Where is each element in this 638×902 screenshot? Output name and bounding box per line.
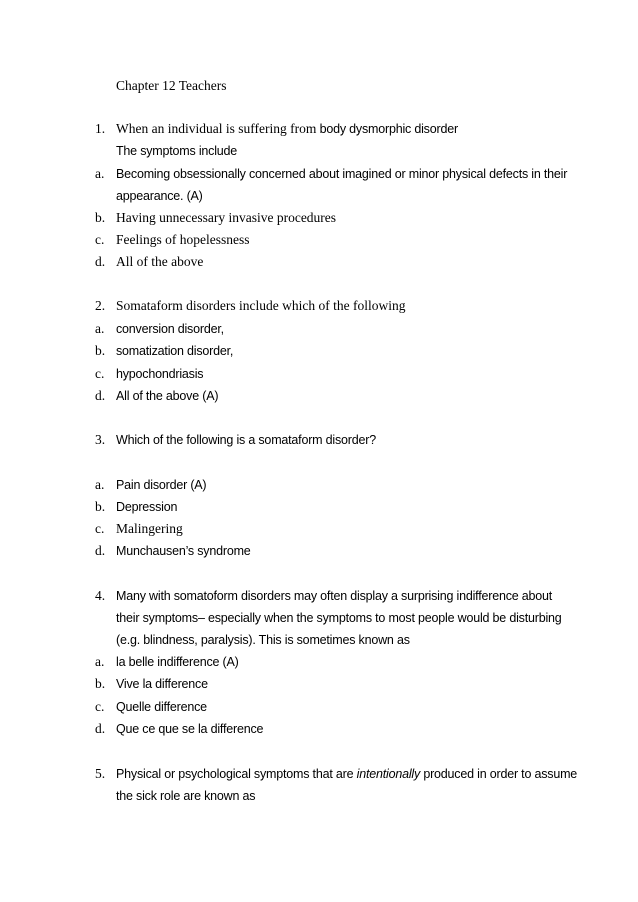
option-letter: d. xyxy=(95,388,106,403)
option-text: Feelings of hopelessness xyxy=(116,232,250,247)
option-letter: a. xyxy=(95,321,105,336)
option-letter: d. xyxy=(95,254,106,269)
option-text: Quelle difference xyxy=(116,700,207,714)
option-letter: b. xyxy=(95,343,106,358)
question-stem-line-2: The symptoms include xyxy=(116,144,238,158)
question-stem-term: body dysmorphic disorder xyxy=(319,122,458,136)
question-stem-part: Physical or psychological symptoms that are xyxy=(116,767,354,781)
question-number: 3. xyxy=(95,432,106,447)
option-letter: b. xyxy=(95,676,106,691)
option-text: All of the above (A) xyxy=(116,389,219,403)
question-stem: Many with somatoform disorders may often display a surprising indifference about xyxy=(116,589,553,603)
option-letter: a. xyxy=(95,166,105,181)
option-letter: c. xyxy=(95,699,105,714)
question-number: 4. xyxy=(95,588,106,603)
option-text: Depression xyxy=(116,500,178,514)
option-text: Becoming obsessionally concerned about imagined or minor physical defects in their xyxy=(116,167,568,181)
question-stem: Which of the following is a somataform disorder? xyxy=(116,433,376,447)
question-stem-line-3: (e.g. blindness, paralysis). This is sometimes known as xyxy=(116,633,410,647)
question-stem-part: When an individual is suffering from xyxy=(116,121,317,136)
question-stem-line-2: their symptoms– especially when the symptoms to most people would be disturbing xyxy=(116,611,562,625)
question-stem-emphasis: intentionally xyxy=(356,767,421,781)
question-stem: Somataform disorders include which of the following xyxy=(116,298,406,313)
option-text: Malingering xyxy=(116,521,183,536)
option-text-continued: appearance. (A) xyxy=(116,189,203,203)
option-letter: c. xyxy=(95,521,105,536)
question-stem-part: produced in order to assume xyxy=(423,767,578,781)
question-number: 2. xyxy=(95,298,106,313)
option-letter: b. xyxy=(95,499,106,514)
option-text: Munchausen’s syndrome xyxy=(116,544,251,558)
option-letter: a. xyxy=(95,654,105,669)
option-text: somatization disorder, xyxy=(116,344,234,358)
option-text: Pain disorder (A) xyxy=(116,478,207,492)
question-number: 1. xyxy=(95,121,106,136)
option-letter: a. xyxy=(95,477,105,492)
option-text: hypochondriasis xyxy=(116,367,204,381)
question-stem xyxy=(116,121,458,137)
option-letter: d. xyxy=(95,543,106,558)
option-letter: c. xyxy=(95,232,105,247)
option-letter: d. xyxy=(95,721,106,736)
option-text: Having unnecessary invasive procedures xyxy=(116,210,337,225)
question-stem-line-2: the sick role are known as xyxy=(116,789,256,803)
question-stem xyxy=(116,766,577,782)
option-letter: b. xyxy=(95,210,106,225)
option-text: All of the above xyxy=(116,254,204,269)
option-text: Que ce que se la difference xyxy=(116,722,264,736)
option-letter: c. xyxy=(95,366,105,381)
page-title: Chapter 12 Teachers xyxy=(116,78,227,93)
option-text: conversion disorder, xyxy=(116,322,224,336)
option-text: Vive la difference xyxy=(116,677,208,691)
question-number: 5. xyxy=(95,766,106,781)
option-text: la belle indifference (A) xyxy=(116,655,239,669)
